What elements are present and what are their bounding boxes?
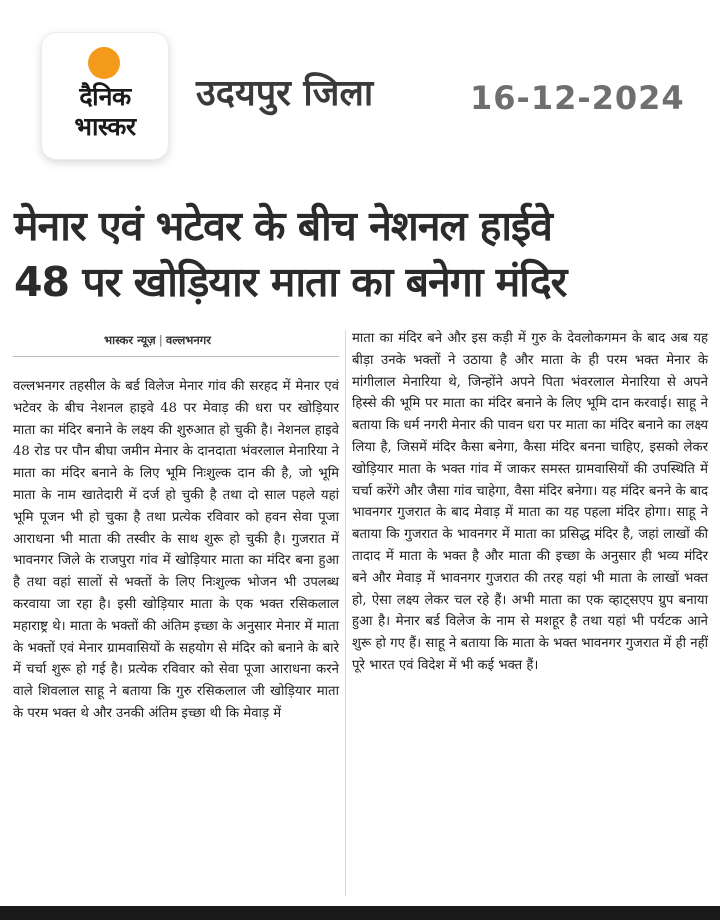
district-title: उदयपुर जिला [196,73,374,114]
headline-line-1: मेनार एवं भटेवर के बीच नेशनल हाईवे [14,202,552,250]
sun-icon [88,47,120,79]
byline-separator: | [158,333,163,347]
byline-place: वल्लभनगर [165,333,211,347]
bottom-edge-bar [0,906,720,920]
article-left-column: वल्लभनगर तहसील के बर्ड विलेज मेनार गांव की सरहद में मेनार एवं भटेवर के बीच नेशनल हाइवे 48 पर मेवाड़ की धरा पर खोड़ियार माता का मंदिर बनाने के लक्ष्य की शुरुआत हो चुकी है। नेशनल हाइवे 48 रोड पर पौन बीघा जमीन मेनार के दानदाता भंवरलाल मेनारिया ने माता का मंदिर बनाने के लिए भूमि निःशुल्क दान की है, जो भूमि माता के नाम खातेदारी में दर्ज हो चुकी है तथा दो साल पहले यहां भूमि पूजन भी हो चुका है तथा प्रत्येक रविवार को हवन सेवा पूजा आराधना भी माता की तस्वीर के साथ शुरू हो चुकी है। गुजरात में भावनगर जिले के राजपुरा गांव में खोड़ियार माता का मंदिर बना हुआ है तथा वहां सालों से भक्तों के लिए निःशुल्क भोजन भी उपलब्ध करवाया जा रहा है। इसी खोड़ियार माता के एक भक्त रसिकलाल महाराष्ट्र थे। माता के भक्तों की अंतिम इच्छा के अनुसार मेनार में माता के भक्तों एवं मेनार ग्रामवासियों के सहयोग से मंदिर को बनाने के बारे में चर्चा शुरू हो गई है। प्रत्येक रविवार को सेवा पूजा आराधना करने वाले शिवलाल साहू ने बताया कि गुरु रसिकलाल जी खोड़ियार माता के परम भक्त थे और उनकी अंतिम इच्छा थी कि मेवाड़ में [13,379,339,721]
article-headline [14,198,704,310]
logo-text-line2: भास्कर [74,112,136,141]
article-byline [104,333,211,348]
byline-rule [13,356,339,357]
byline-source: भास्कर न्यूज़ [104,333,156,347]
headline-line-2: 48 पर खोड़ियार माता का बनेगा मंदिर [14,258,567,306]
edition-date: 16-12-2024 [470,79,685,117]
article-right-column: माता का मंदिर बने और इस कड़ी में गुरु के देवलोकगमन के बाद अब यह बीड़ा उनके भक्तों ने उठाया है और माता के ही परम भक्त मेनार के मांगीलाल मेनारिया थे, जिन्होंने अपने पिता भंवरलाल मेनारिया से अपने हिस्से की भूमि पर माता का मंदिर बनाने के लिए भूमि दान करवाई। साहू ने बताया कि धर्म नगरी मेनार की पावन धरा पर माता का मंदिर बनाने का लक्ष्य लिया है, जिसमें मंदिर कैसा बनेगा, कैसा मंदिर बनना चाहिए, इसको लेकर खोड़ियार माता के भक्त गांव में जाकर समस्त ग्रामवासियों की उपस्थिति में चर्चा करेंगे और जैसा गांव चाहेगा, वैसा मंदिर बनेगा। यह मंदिर बनने के बाद भावनगर गुजरात के बाद मेवाड़ में माता का यह पहला मंदिर होगा। साहू ने बताया कि गुजरात के भावनगर में माता का प्रसिद्ध मंदिर है, जहां लाखों की तादाद में माता के भक्त है और माता की इच्छा के अनुसार ही भव्य मंदिर बने और मेवाड़ में भावनगर गुजरात की तरह यहां भी माता के लाखों भक्त हो, ऐसा लक्ष्य लेकर चल रहे हैं। अभी माता का एक व्हाट्सएप ग्रुप बनाया हुआ है। मेनार बर्ड विलेज के नाम से मशहूर है तथा यहां भी पर्यटक आने शुरू हो गए हैं। साहू ने बताया कि माता के भक्त भावनगर गुजरात में ही नहीं पूरे भारत एवं विदेश में भी कई भक्त हैं। [352,331,708,673]
dainik-bhaskar-logo [42,33,168,159]
column-divider [345,330,346,896]
logo-text-line1: दैनिक [79,82,131,111]
